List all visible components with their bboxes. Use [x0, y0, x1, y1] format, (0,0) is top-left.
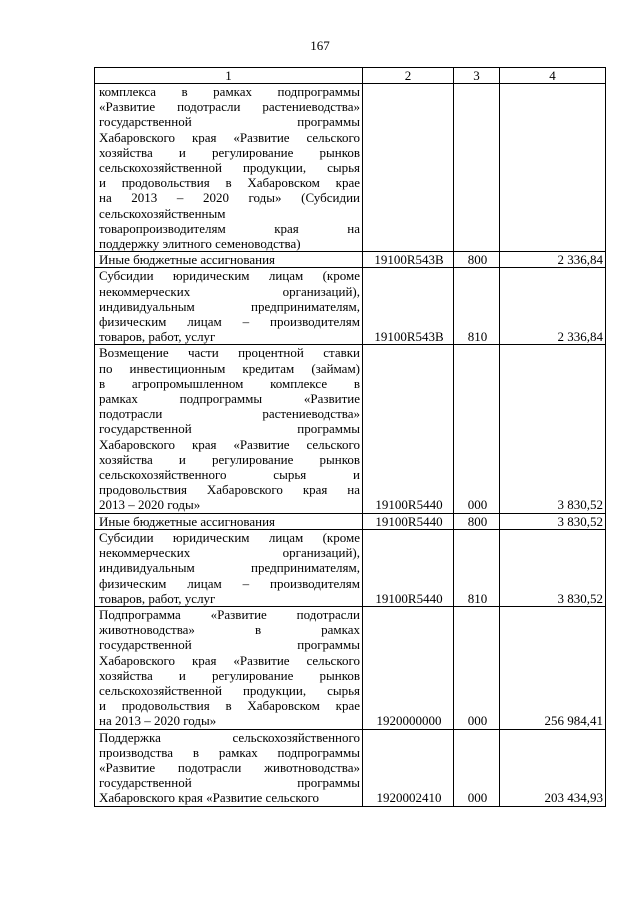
row-code: 19100R543B [363, 268, 454, 345]
row-amount: 256 984,41 [500, 606, 606, 729]
row-code [363, 84, 454, 252]
table-row [95, 268, 606, 345]
description-line: некоммерческих организаций), [99, 283, 360, 299]
description-line: Субсидии юридическим лицам (кроме [99, 529, 360, 545]
row-type: 810 [454, 268, 500, 345]
row-type: 000 [454, 729, 500, 806]
description-line: товаров, работ, услуг [99, 590, 216, 606]
table-row [95, 606, 606, 729]
description-line: продовольствия Хабаровского края на [99, 482, 360, 498]
page-number: 167 [310, 38, 330, 53]
description-line: сельскохозяйственного сырья и [99, 467, 360, 483]
description-line: хозяйства и регулирование рынков [99, 144, 360, 160]
description-line: Возмещение части процентной ставки [99, 345, 360, 361]
header-col-1: 1 [95, 68, 363, 84]
row-description [95, 529, 363, 606]
description-line: государственной программы [99, 421, 360, 437]
row-amount: 2 336,84 [500, 252, 606, 268]
description-line: поддержку элитного семеноводства) [99, 236, 301, 252]
description-line: сельскохозяйственной продукции, сырья [99, 160, 360, 176]
row-description [95, 606, 363, 729]
row-amount: 203 434,93 [500, 729, 606, 806]
description-line: государственной программы [99, 114, 360, 130]
row-type: 000 [454, 345, 500, 513]
row-type [454, 84, 500, 252]
budget-table [94, 67, 606, 807]
table-row [95, 84, 606, 252]
row-type: 800 [454, 513, 500, 529]
row-description [95, 345, 363, 513]
row-amount: 2 336,84 [500, 268, 606, 345]
description-line: Хабаровского края «Развитие сельского [99, 790, 320, 806]
description-line: государственной программы [99, 637, 360, 653]
description-line: и продовольствия в Хабаровском крае [99, 175, 360, 191]
row-description [95, 84, 363, 252]
description-line: Хабаровского края «Развитие сельского [99, 129, 360, 145]
description-line: подотрасли растениеводства» [99, 406, 360, 422]
row-code: 19100R543B [363, 252, 454, 268]
header-col-4: 4 [500, 68, 606, 84]
description-line: сельскохозяйственным [99, 205, 226, 221]
row-type: 000 [454, 606, 500, 729]
header-col-2: 2 [363, 68, 454, 84]
description-line: сельскохозяйственной продукции, сырья [99, 682, 360, 698]
description-line: по инвестиционным кредитам (займам) [99, 360, 360, 376]
description-line: 2013 – 2020 годы» [99, 497, 201, 513]
row-code: 19100R5440 [363, 529, 454, 606]
description-line: индивидуальным предпринимателям, [99, 298, 360, 314]
row-type: 800 [454, 252, 500, 268]
row-amount: 3 830,52 [500, 345, 606, 513]
description-line: Подпрограмма «Развитие подотрасли [99, 606, 360, 622]
description-line: Хабаровского края «Развитие сельского [99, 652, 360, 668]
description-line: государственной программы [99, 775, 360, 791]
description-line: на 2013 – 2020 годы» [99, 713, 217, 729]
description-line: хозяйства и регулирование рынков [99, 451, 360, 467]
description-line: физическим лицам – производителям [99, 314, 360, 330]
table-row [95, 513, 606, 529]
row-amount [500, 84, 606, 252]
description-line: индивидуальным предпринимателям, [99, 560, 360, 576]
description-line: «Развитие подотрасли животноводства» [99, 759, 360, 775]
row-type: 810 [454, 529, 500, 606]
description-line: товаропроизводителям края на [99, 220, 360, 236]
description-line: хозяйства и регулирование рынков [99, 667, 360, 683]
row-code: 19100R5440 [363, 513, 454, 529]
description-line: в агропромышленном комплексе в [99, 375, 360, 391]
description-line: физическим лицам – производителям [99, 575, 360, 591]
description-line: производства в рамках подпрограммы [99, 744, 360, 760]
header-col-3: 3 [454, 68, 500, 84]
description-line: Субсидии юридическим лицам (кроме [99, 268, 360, 284]
description-line: Иные бюджетные ассигнования [99, 252, 276, 268]
description-line: комплекса в рамках подпрограммы [99, 84, 360, 99]
table-row [95, 529, 606, 606]
row-code: 19100R5440 [363, 345, 454, 513]
description-line: Хабаровского края «Развитие сельского [99, 436, 360, 452]
row-description [95, 513, 363, 529]
row-amount: 3 830,52 [500, 513, 606, 529]
row-description [95, 252, 363, 268]
description-line: Поддержка сельскохозяйственного [99, 729, 360, 745]
row-description [95, 729, 363, 806]
description-line: животноводства» в рамках [99, 622, 360, 638]
table-row [95, 345, 606, 513]
row-code: 1920000000 [363, 606, 454, 729]
table-row [95, 729, 606, 806]
row-code: 1920002410 [363, 729, 454, 806]
description-line: на 2013 – 2020 годы» (Субсидии [99, 190, 360, 206]
description-line: «Развитие подотрасли растениеводства» [99, 99, 360, 115]
description-line: рамках подпрограммы «Развитие [99, 391, 360, 407]
description-line: и продовольствия в Хабаровском крае [99, 698, 360, 714]
row-description [95, 268, 363, 345]
description-line: некоммерческих организаций), [99, 545, 360, 561]
table-row [95, 252, 606, 268]
description-line: товаров, работ, услуг [99, 329, 216, 345]
description-line: Иные бюджетные ассигнования [99, 513, 276, 529]
row-amount: 3 830,52 [500, 529, 606, 606]
table-header-row [95, 68, 606, 84]
